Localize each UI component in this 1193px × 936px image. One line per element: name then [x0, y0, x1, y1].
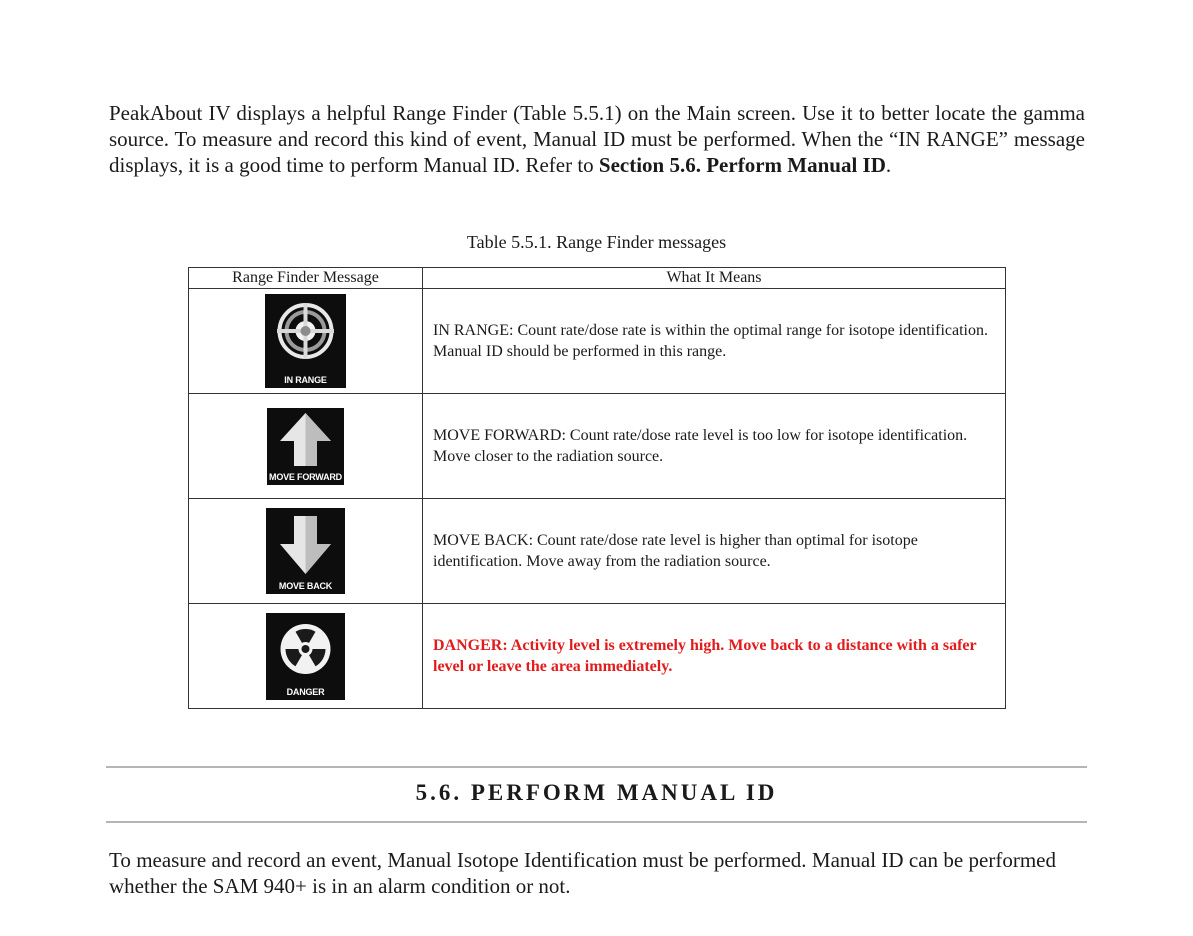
danger-tile — [266, 613, 345, 700]
icon-cell — [189, 604, 423, 709]
table-row — [189, 499, 1006, 604]
move-back-label: MOVE BACK — [278, 581, 333, 591]
in-range-description: IN RANGE: Count rate/dose rate is within the optimal range for isotope identification. Manual ID should be performed in this range. — [423, 289, 1006, 394]
in-range-label: IN RANGE — [284, 375, 327, 385]
section-reference: Section 5.6. Perform Manual ID — [598, 153, 886, 177]
target-crosshair-icon — [265, 294, 346, 388]
icon-cell — [189, 289, 423, 394]
table-header-row — [189, 268, 1006, 289]
move-forward-label: MOVE FORWARD — [269, 471, 342, 482]
move-back-tile — [266, 508, 345, 594]
range-finder-table — [188, 267, 1006, 709]
move-forward-tile — [267, 408, 344, 485]
table-caption: Table 5.5.1. Range Finder messages — [466, 232, 727, 252]
intro-text-end: . — [885, 153, 892, 177]
header-range-finder-message: Range Finder Message — [189, 268, 423, 289]
danger-description: DANGER: Activity level is extremely high. Move back to a distance with a safer level or leave the area immediately. — [423, 604, 1006, 709]
intro-paragraph — [109, 100, 1085, 178]
intro-text: PeakAbout IV displays a helpful Range Finder (Table 5.5.1) on the Main screen. Use it to better locate the gamma source. To measure and record this kind of event, Manual ID must be performed. When the “IN RANGE” message displays, it is a good time to perform Manual ID. Refer to — [109, 101, 1085, 177]
table-row — [189, 289, 1006, 394]
section-top-rule — [106, 766, 1087, 768]
in-range-tile — [265, 294, 346, 388]
move-back-description: MOVE BACK: Count rate/dose rate level is higher than optimal for isotope identification. Move away from the radiation source. — [423, 499, 1006, 604]
section-heading: 5.6. PERFORM MANUAL ID — [415, 780, 778, 805]
header-what-it-means: What It Means — [423, 268, 1006, 289]
move-forward-description: MOVE FORWARD: Count rate/dose rate level is too low for isotope identification. Move closer to the radiation source. — [423, 394, 1006, 499]
section-body-paragraph: To measure and record an event, Manual Isotope Identification must be performed. Manual ID can be performed whether the SAM 940+ is in an alarm condition or not. — [109, 848, 1056, 898]
icon-cell — [189, 394, 423, 499]
table-row — [189, 604, 1006, 709]
section-bottom-rule — [106, 821, 1087, 823]
table-row — [189, 394, 1006, 499]
danger-label: DANGER — [286, 686, 325, 697]
icon-cell — [189, 499, 423, 604]
